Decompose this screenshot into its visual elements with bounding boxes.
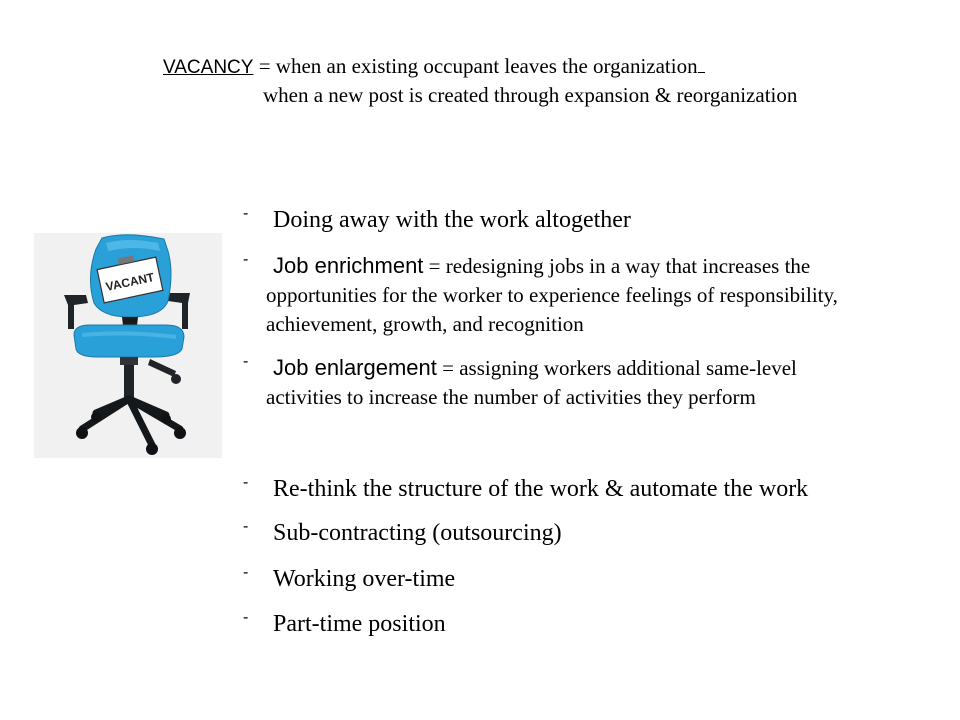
- bullet-continuation-1: opportunities for the worker to experience feelings of responsibility,: [266, 283, 838, 307]
- bullet-doing-away: [243, 205, 933, 235]
- bullet-description: = redesigning jobs in a way that increases the: [423, 254, 811, 278]
- bullet-marker: -: [243, 609, 249, 626]
- bullet-sub-contracting: [243, 518, 933, 548]
- header-definition-line-1: [163, 52, 705, 82]
- vacant-sign-text: VACANT: [104, 270, 156, 294]
- bullet-rethink-structure: [243, 474, 933, 504]
- vacant-chair-image: [34, 233, 222, 458]
- bullet-working-overtime: [243, 564, 933, 594]
- bullet-lead: Doing away with the work altogether: [273, 207, 631, 233]
- header-definition-line-2: when a new post is created through expansion & reorganization: [263, 83, 798, 107]
- bullet-continuation-2: achievement, growth, and recognition: [266, 312, 584, 336]
- trailing-underline: [698, 54, 705, 73]
- bullet-lead: Re-think the structure of the work & automate the work: [273, 476, 809, 502]
- bullet-lead: Working over-time: [273, 566, 456, 592]
- bullet-lead: Job enrichment: [273, 253, 424, 278]
- bullet-marker: -: [243, 518, 249, 535]
- vacancy-term: VACANCY: [163, 57, 254, 78]
- bullet-marker: -: [243, 251, 249, 268]
- bullet-marker: -: [243, 564, 249, 581]
- bullet-continuation-1: activities to increase the number of activities they perform: [266, 385, 756, 409]
- header-definition-text-1: = when an existing occupant leaves the organization: [253, 54, 698, 78]
- bullet-part-time: [243, 609, 933, 639]
- bullet-marker: -: [243, 353, 249, 370]
- bullet-description: = assigning workers additional same-level: [436, 356, 797, 380]
- bullet-lead: Sub-contracting (outsourcing): [273, 520, 562, 546]
- bullet-lead: Part-time position: [273, 611, 446, 637]
- bullet-job-enlargement: [243, 353, 933, 412]
- bullet-job-enrichment: [243, 251, 933, 339]
- bullet-marker: -: [243, 205, 249, 222]
- bullet-marker: -: [243, 474, 249, 491]
- bullet-lead: Job enlargement: [273, 355, 437, 380]
